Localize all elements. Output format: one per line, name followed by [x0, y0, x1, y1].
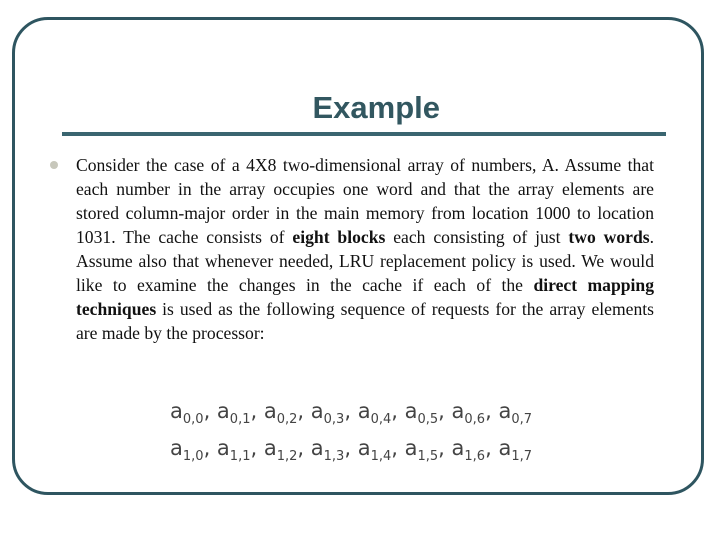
request-sequence-row-1 — [170, 433, 570, 472]
sequence-subscript: 0,3 — [323, 412, 345, 428]
sequence-subscript: 1,3 — [323, 449, 345, 465]
para-bold-direct-mapping: direct mapping techniques — [76, 275, 655, 319]
bullet-dot-icon — [50, 161, 58, 169]
body-paragraph — [76, 153, 654, 345]
sequence-symbol: a — [451, 436, 465, 460]
sequence-term — [451, 436, 486, 465]
sequence-separator: , — [297, 436, 311, 460]
sequence-term — [310, 436, 345, 465]
sequence-term — [404, 399, 439, 428]
sequence-subscript: 1,5 — [417, 449, 439, 465]
sequence-term — [310, 399, 345, 428]
sequence-symbol: a — [498, 436, 512, 460]
sequence-separator: , — [485, 399, 499, 423]
sequence-subscript: 0,1 — [229, 412, 251, 428]
sequence-separator: , — [203, 436, 217, 460]
sequence-subscript: 0,5 — [417, 412, 439, 428]
sequence-separator: , — [297, 399, 311, 423]
sequence-subscript: 0,2 — [276, 412, 298, 428]
sequence-separator: , — [250, 399, 264, 423]
sequence-term — [170, 399, 204, 428]
sequence-term — [263, 399, 298, 428]
para-bold-eight-blocks: eight blocks — [292, 227, 386, 247]
sequence-subscript: 1,7 — [511, 449, 533, 465]
title-underline — [62, 132, 666, 136]
sequence-subscript: 0,6 — [464, 412, 486, 428]
sequence-separator: , — [485, 436, 499, 460]
sequence-separator: , — [438, 436, 452, 460]
sequence-separator: , — [250, 436, 264, 460]
sequence-symbol: a — [310, 399, 324, 423]
sequence-separator: , — [203, 399, 217, 423]
sequence-subscript: 1,4 — [370, 449, 392, 465]
sequence-subscript: 1,0 — [182, 449, 204, 465]
sequence-separator: , — [391, 436, 405, 460]
sequence-term — [216, 436, 251, 465]
sequence-symbol: a — [404, 436, 418, 460]
sequence-subscript: 0,4 — [370, 412, 392, 428]
sequence-subscript: 1,2 — [276, 449, 298, 465]
sequence-symbol: a — [263, 399, 277, 423]
sequence-subscript: 0,0 — [182, 412, 204, 428]
sequence-symbol: a — [357, 436, 371, 460]
para-text-3: . Assume also that whenever needed, LRU replacement policy is used. We would like to examine the changes in the cache if each of the — [76, 227, 654, 295]
sequence-symbol: a — [216, 436, 230, 460]
sequence-separator: , — [344, 436, 358, 460]
sequence-symbol: a — [170, 399, 183, 423]
sequence-term — [263, 436, 298, 465]
para-text-4: is used as the following sequence of requests for the array elements are made by the processor: — [76, 299, 654, 343]
request-sequence-row-0 — [170, 396, 570, 435]
para-text-2: each consisting of just — [385, 227, 569, 247]
sequence-symbol: a — [170, 436, 183, 460]
sequence-subscript: 1,6 — [464, 449, 486, 465]
sequence-symbol: a — [404, 399, 418, 423]
sequence-symbol: a — [451, 399, 465, 423]
para-bold-two-words: two words — [568, 227, 650, 247]
sequence-term — [498, 436, 533, 465]
sequence-symbol: a — [216, 399, 230, 423]
para-text-1: Consider the case of a 4X8 two-dimensional array of numbers, A. Assume that each number in the array occupies one word and that the array elements are stored column-major order in the main memory from location 1000 to location 1031. The cache consists of — [76, 155, 654, 247]
sequence-symbol: a — [310, 436, 324, 460]
sequence-subscript: 0,7 — [511, 412, 533, 428]
sequence-symbol: a — [498, 399, 512, 423]
sequence-subscript: 1,1 — [229, 449, 251, 465]
sequence-term — [357, 399, 392, 428]
sequence-separator: , — [344, 399, 358, 423]
sequence-term — [451, 399, 486, 428]
sequence-term — [404, 436, 439, 465]
sequence-symbol: a — [263, 436, 277, 460]
sequence-term — [357, 436, 392, 465]
slide-title: Example — [312, 90, 440, 125]
sequence-separator: , — [391, 399, 405, 423]
sequence-term — [216, 399, 251, 428]
sequence-symbol: a — [357, 399, 371, 423]
sequence-separator: , — [438, 399, 452, 423]
sequence-term — [170, 436, 204, 465]
sequence-term — [498, 399, 533, 428]
